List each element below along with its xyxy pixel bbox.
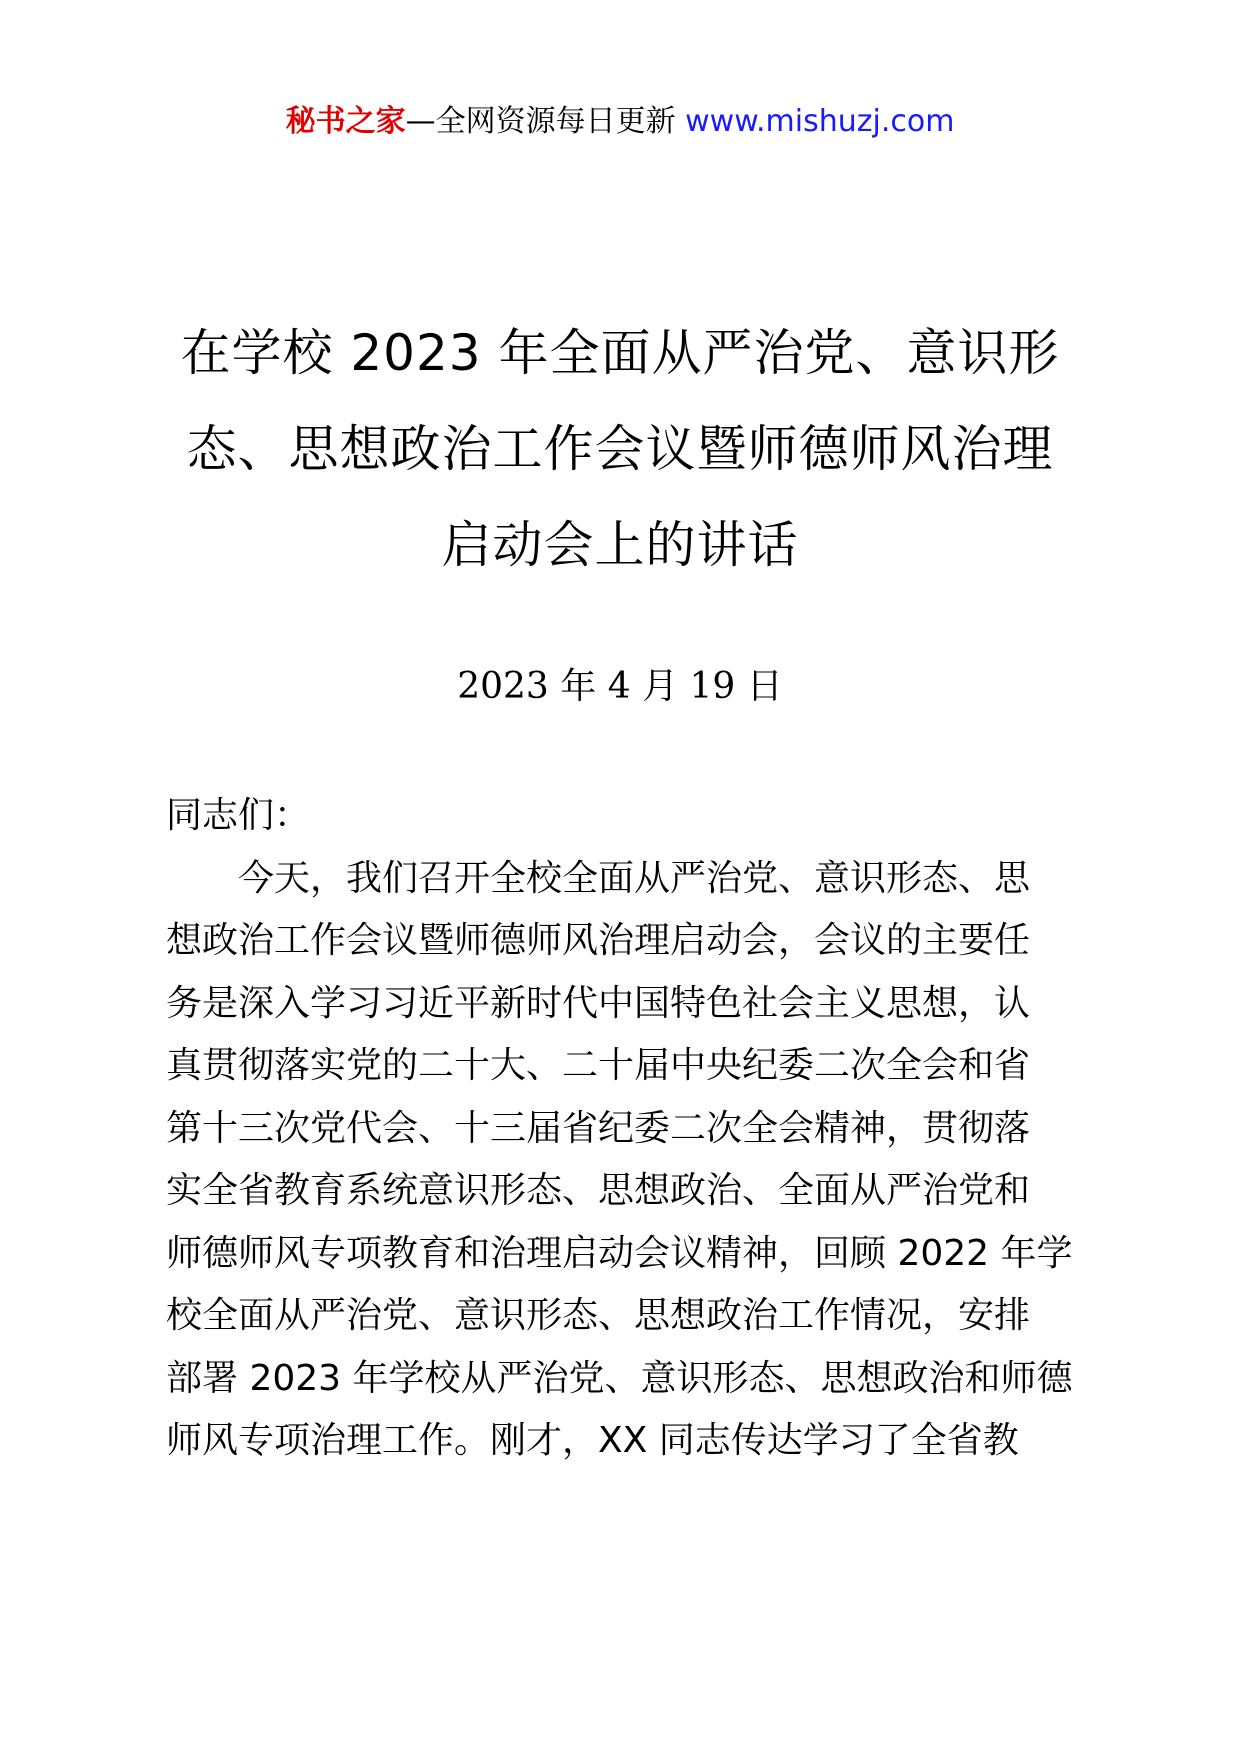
title-line: 在学校 2023 年全面从严治党、意识形 [180, 324, 1060, 382]
body-line: 想政治工作会议暨师德师风治理启动会，会议的主要任 [166, 920, 1031, 961]
body-line: 真贯彻落实党的二十大、二十届中央纪委二次全会和省 [166, 1045, 1031, 1086]
salutation: 同志们： [166, 795, 311, 836]
document-body [166, 785, 1086, 1473]
site-header [0, 100, 1240, 144]
body-line: 今天，我们召开全校全面从严治党、意识形态、思 [238, 857, 1031, 899]
brand-name: 秘书之家 [285, 104, 406, 139]
body-line: 第十三次党代会、十三届省纪委二次全会精神，贯彻落 [166, 1107, 1031, 1149]
body-line: 师德师风专项教育和治理启动会议精神，回顾 2022 年学 [166, 1232, 1073, 1274]
body-line: 师风专项治理工作。刚才，XX 同志传达学习了全省教 [166, 1420, 1019, 1461]
header-tagline: —全网资源每日更新 [405, 104, 676, 139]
document-date: 2023 年 4 月 19 日 [457, 666, 783, 707]
body-line: 校全面从严治党、意识形态、思想政治工作情况，安排 [166, 1295, 1031, 1336]
site-url-link[interactable]: www.mishuzj.com [685, 104, 955, 139]
title-line: 启动会上的讲话 [441, 516, 799, 574]
document-title [160, 305, 1080, 593]
title-line: 态、思想政治工作会议暨师德师风治理 [186, 420, 1054, 478]
body-line: 实全省教育系统意识形态、思想政治、全面从严治党和 [166, 1170, 1031, 1211]
body-line: 务是深入学习习近平新时代中国特色社会主义思想，认 [166, 982, 1031, 1024]
body-line: 部署 2023 年学校从严治党、意识形态、思想政治和师德 [166, 1357, 1073, 1399]
